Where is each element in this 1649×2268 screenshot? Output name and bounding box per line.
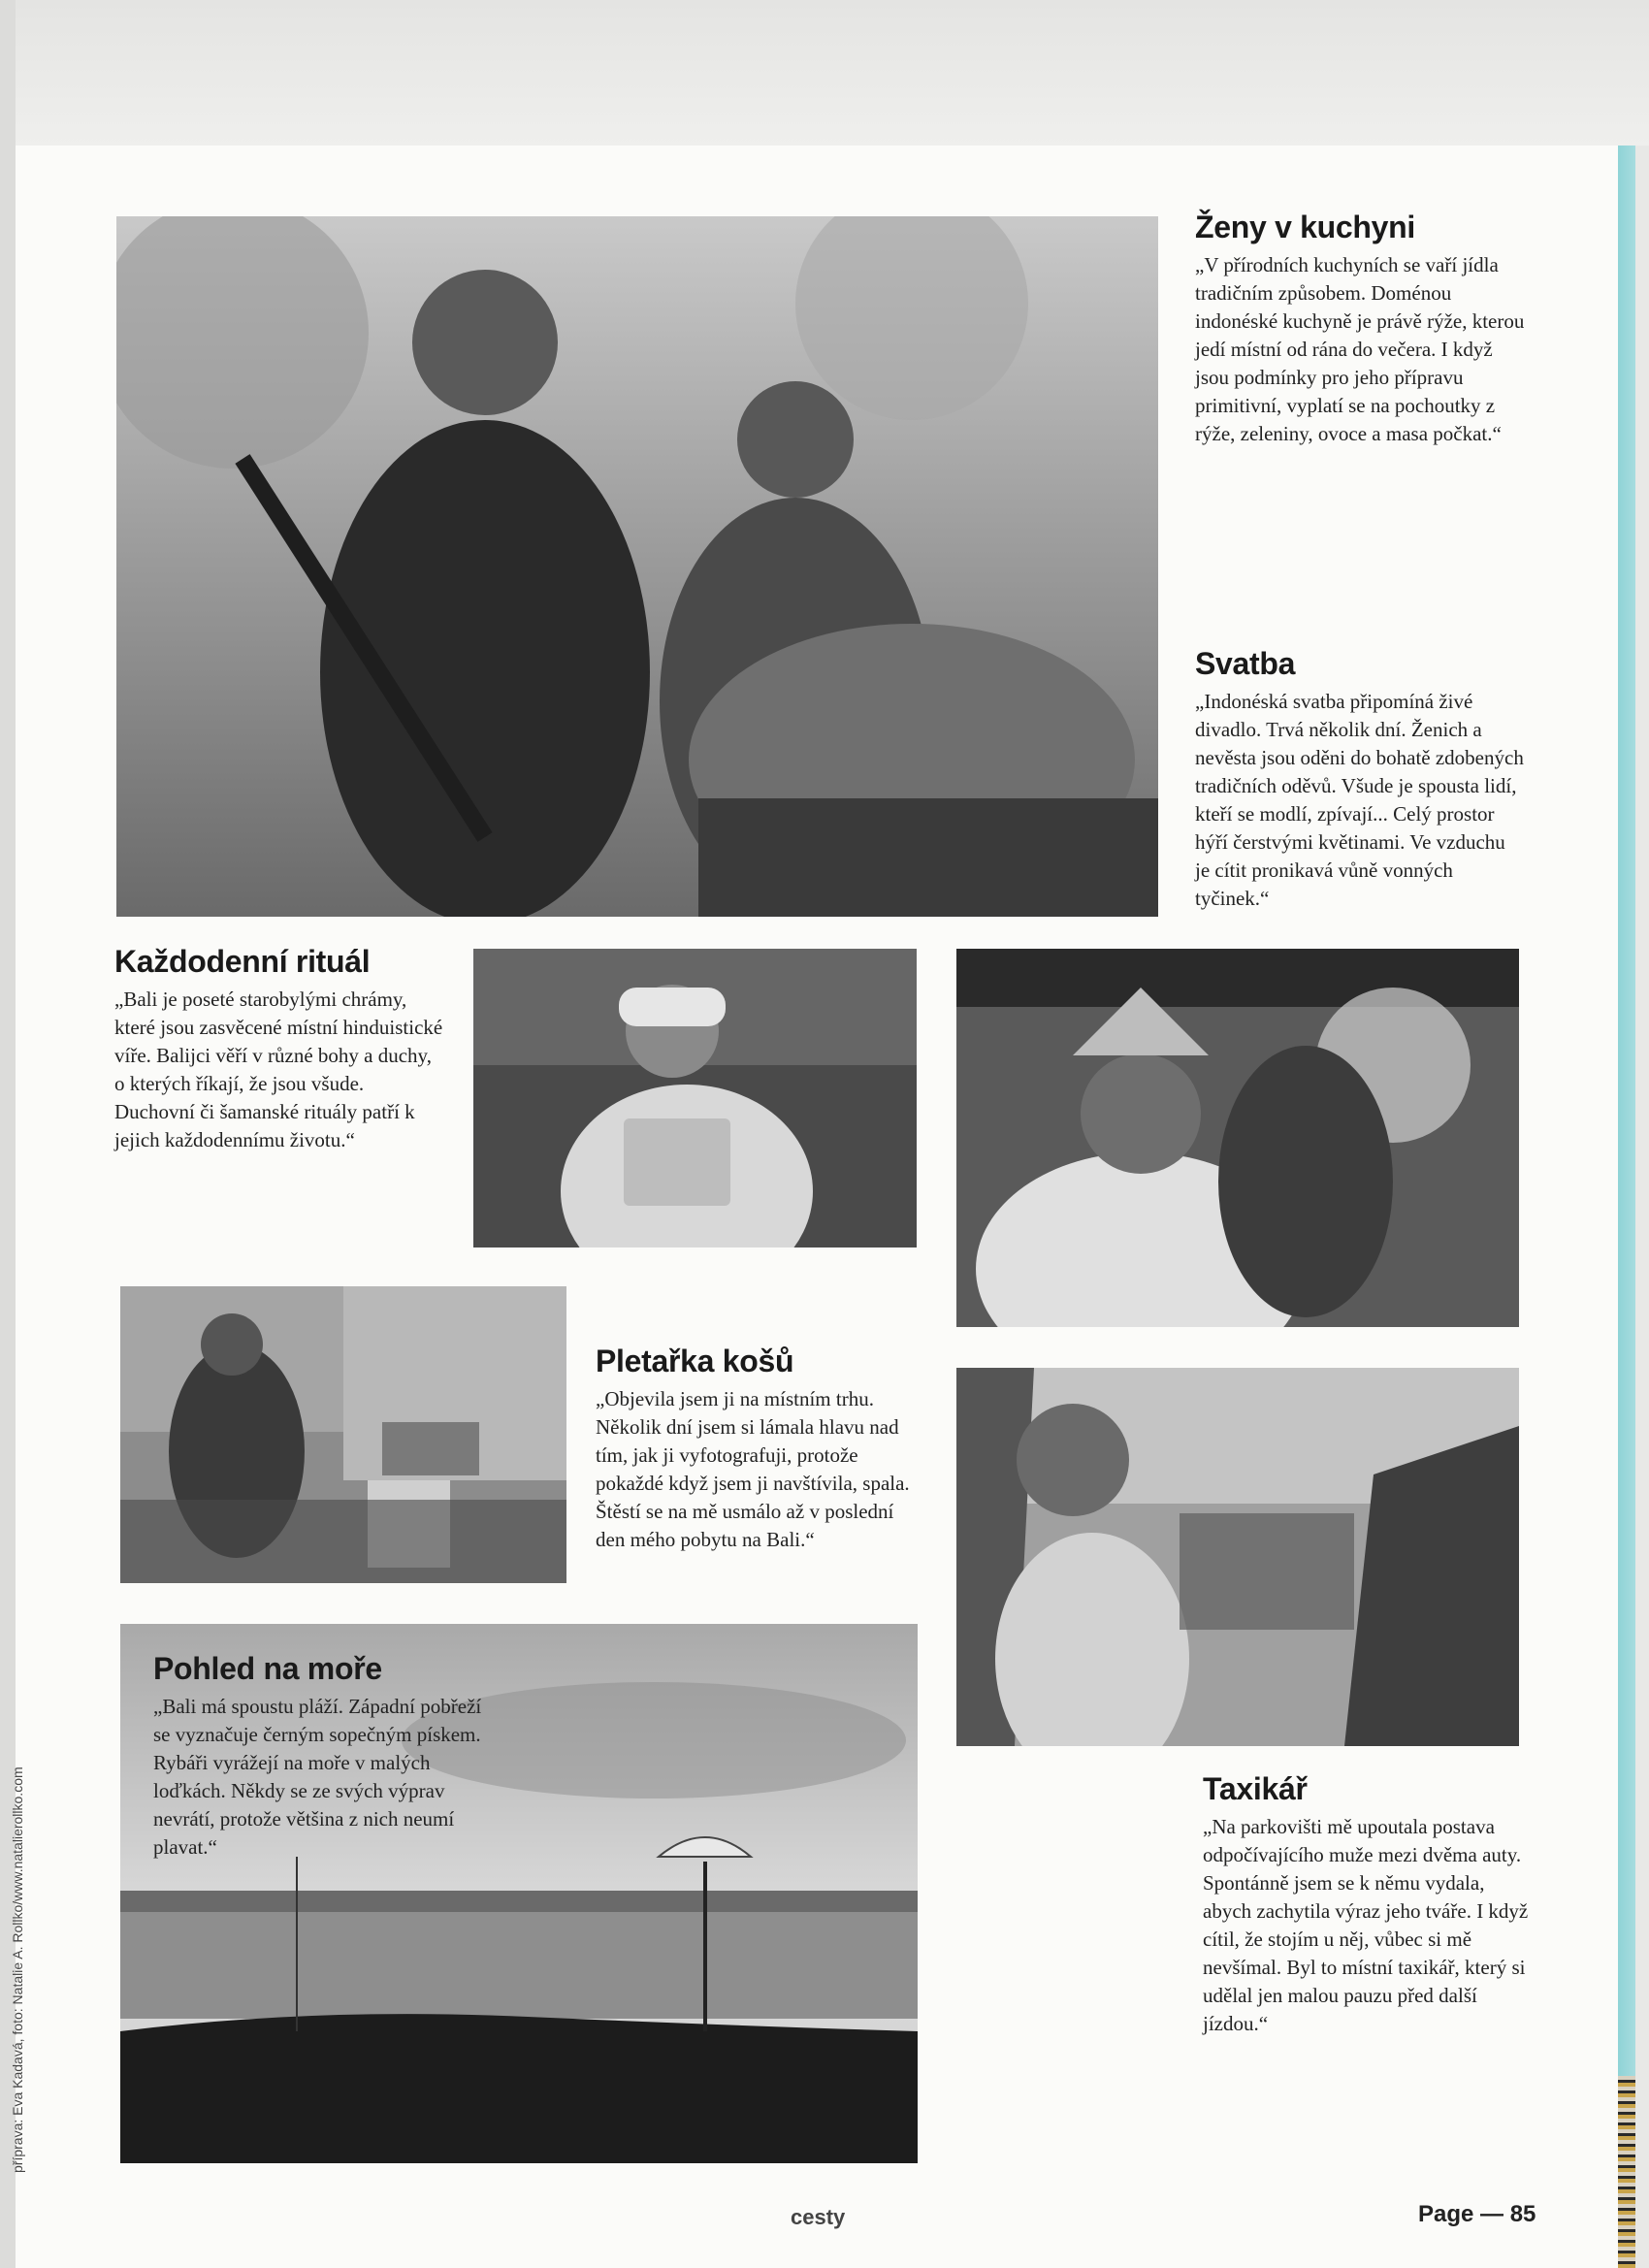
scan-background-top <box>0 0 1649 146</box>
caption-kitchen-text: „V přírodních kuchyních se vaří jídla tradičním způsobem. Doménou indonéské kuchyně je právě rýže, kterou jedí místní od rána do večera. I když jsou podmínky pro jeho přípravu primitivní, vyplatí se na pochoutky z rýže, zeleniny, ovoce a masa počkat.“ <box>1195 253 1525 445</box>
photo-basket-weaver <box>120 1286 566 1583</box>
page-edge-strip <box>1618 146 1635 2268</box>
page-number: Page — 85 <box>1418 2201 1536 2227</box>
photo-women-kitchen <box>116 216 1158 917</box>
caption-ritual <box>114 944 444 1154</box>
caption-wedding-text: „Indonéská svatba připomíná živé divadlo. Trvá několik dní. Ženich a nevěsta jsou oděni do bohatě zdobených tradičních oděvů. Všude je spousta lidí, kteří se modlí, zpívají... Celý prostor hýří čerstvými květinami. Ve vzduchu je cítit pronikavá vůně vonných tyčinek.“ <box>1195 690 1524 910</box>
caption-kitchen <box>1195 210 1525 448</box>
caption-wedding-title: Svatba <box>1195 646 1296 681</box>
caption-weaver-text: „Objevila jsem ji na místním trhu. Několik dní jsem si lámala hlavu nad tím, jak ji vyfotografuji, protože pokaždé když jsem ji navštívila, spala. Štěstí se na mě usmálo až v poslední den mého pobytu na Bali.“ <box>596 1387 910 1551</box>
caption-wedding <box>1195 646 1525 913</box>
photo-taxi-driver <box>956 1368 1519 1746</box>
photo-wedding-man <box>956 949 1519 1327</box>
caption-sea <box>153 1651 483 1862</box>
caption-taxi-text: „Na parkovišti mě upoutala postava odpočívajícího muže mezi dvěma auty. Spontánně jsem se k němu vydala, abych zachytila výraz jeho tváře. I když cítil, že stojím u něj, vůbec si mě nevšímal. Byl to místní taxikář, který si udělal jen malou pauzu před další jízdou.“ <box>1203 1815 1529 2035</box>
photo-ritual-man <box>473 949 917 1247</box>
page-edge-stack <box>1618 2076 1635 2268</box>
caption-ritual-title: Každodenní rituál <box>114 944 371 979</box>
caption-weaver-title: Pletařka košů <box>596 1344 794 1378</box>
caption-weaver <box>596 1344 916 1554</box>
caption-ritual-text: „Bali je poseté starobylými chrámy, které jsou zasvěcené místní hinduistické víře. Balijci věří v různé bohy a duchy, o kterých říkají, že jsou všude. Duchovní či šamanské rituály patří k jejich každodennímu životu.“ <box>114 988 443 1151</box>
caption-taxi <box>1203 1771 1533 2038</box>
magazine-name: cesty <box>791 2205 846 2229</box>
photo-credit: příprava: Eva Kadavá, foto: Natalie A. Rollko/www.natalierollko.com <box>10 1766 25 2173</box>
caption-sea-text: „Bali má spoustu pláží. Západní pobřeží se vyznačuje černým sopečným pískem. Rybáři vyrážejí na moře v malých loďkách. Někdy se ze svých výprav nevrátí, protože většina z nich neumí plavat.“ <box>153 1695 482 1859</box>
caption-kitchen-title: Ženy v kuchyni <box>1195 210 1415 244</box>
caption-taxi-title: Taxikář <box>1203 1771 1308 1806</box>
caption-sea-title: Pohled na moře <box>153 1651 382 1686</box>
